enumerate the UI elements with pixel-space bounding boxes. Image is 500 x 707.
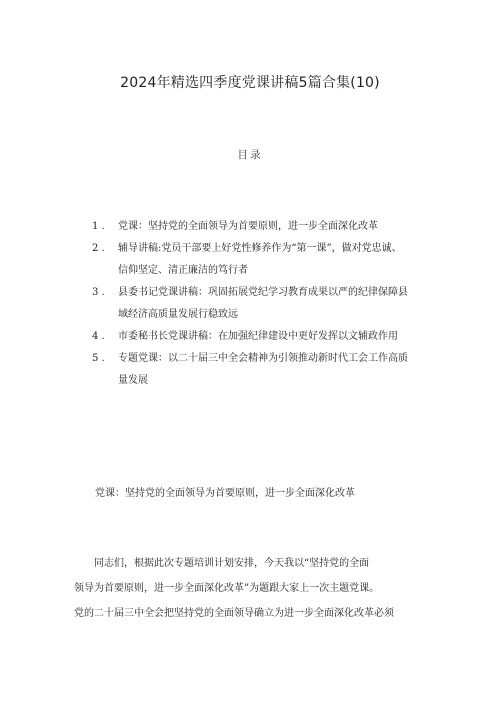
toc-heading: 目录: [237, 149, 263, 161]
toc-item-number: 1 .: [92, 221, 105, 232]
toc-item-number: 4 .: [92, 331, 105, 342]
toc-item-2[interactable]: [92, 242, 452, 286]
toc-item-text-continued: 域经济高质量发展行稳致远: [118, 309, 238, 320]
body-line: 领导为首要原则，进一步全面深化改革”为题跟大家上一次主题党课。: [74, 583, 380, 594]
toc-item-text-continued: 量发展: [118, 375, 148, 386]
section-heading: 党课：坚持党的全面领导为首要原则，进一步全面深化改革: [95, 488, 355, 499]
toc-item-text: 市委秘书长党课讲稿：在加强纪律建设中更好发挥以文辅政作用: [118, 331, 398, 342]
document-title: 2024年精选四季度党课讲稿5篇合集(10): [120, 75, 380, 91]
toc-item-4[interactable]: [92, 330, 452, 352]
toc-item-text-continued: 信仰坚定、清正廉洁的笃行者: [118, 265, 248, 276]
toc-item-number: 3 .: [92, 287, 105, 298]
toc-item-5[interactable]: [92, 352, 452, 396]
toc-item-text: 党课：坚持党的全面领导为首要原则，进一步全面深化改革: [118, 221, 378, 232]
toc-item-1[interactable]: [92, 220, 452, 242]
toc-item-text: 县委书记党课讲稿：巩固拓展党纪学习教育成果以严的纪律保障县: [118, 287, 408, 298]
table-of-contents: [92, 220, 452, 396]
body-paragraph: [74, 558, 444, 633]
toc-item-number: 5 .: [92, 353, 105, 364]
body-line: 党的二十届三中全会把坚持党的全面领导确立为进一步全面深化改革必须: [74, 608, 394, 619]
toc-item-text: 辅导讲稿:党员干部要上好党性修养作为“第一课”，做对党忠诚、: [118, 243, 402, 254]
toc-item-number: 2 .: [92, 243, 105, 254]
body-line: 同志们，根据此次专题培训计划安排，今天我以“坚持党的全面: [94, 558, 370, 569]
toc-item-3[interactable]: [92, 286, 452, 330]
toc-item-text: 专题党课：以二十届三中全会精神为引领推动新时代工会工作高质: [118, 353, 408, 364]
